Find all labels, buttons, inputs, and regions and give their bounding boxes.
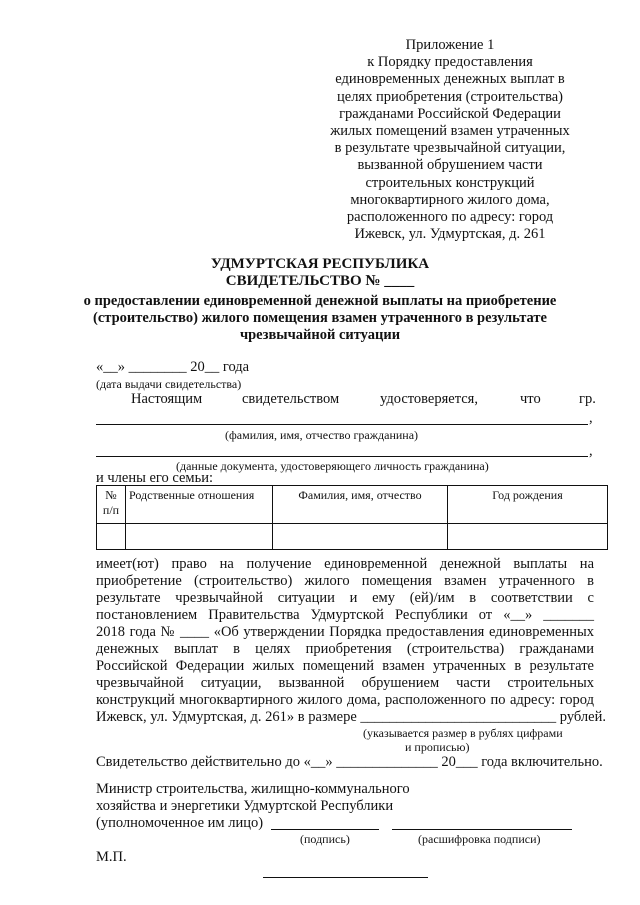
intro-word: свидетельством	[242, 391, 340, 407]
appendix-line: в результате чрезвычайной ситуации,	[334, 140, 566, 157]
signature-note: (подпись)	[300, 832, 350, 846]
intro-word: удостоверяется,	[380, 391, 478, 407]
appendix-line: Приложение 1	[405, 37, 495, 53]
family-label: и члены его семьи:	[96, 470, 213, 486]
footer-line	[263, 877, 428, 878]
table-row	[97, 524, 608, 550]
certificate-subject: о предоставлении единовременной денежной выплаты на приобретение (строительство) жилого помещения взамен утраченного в результате чрезвычайной ситуации	[83, 293, 557, 343]
appendix-block	[330, 37, 570, 243]
body-line: постановлением Правительства Удмуртской Республики от «__» _______	[96, 607, 594, 623]
appendix-line: целях приобретения (строительства)	[337, 88, 563, 105]
amount-note: (указывается размер в рублях цифрами	[363, 726, 563, 740]
amount-note: и прописью)	[405, 740, 470, 754]
appendix-line: к Порядку предоставления	[367, 54, 533, 71]
body-line: результате чрезвычайной ситуации и ему (ей)/им в соответствии с	[96, 590, 594, 606]
appendix-line: жилых помещений взамен утраченных	[330, 123, 570, 140]
table-header-row	[97, 486, 608, 524]
appendix-line: строительных конструкций	[365, 174, 535, 191]
body-last-line: Ижевск, ул. Удмуртская, д. 261» в размере ___________________________ рублей.	[96, 709, 606, 725]
decode-blank-line	[392, 829, 572, 830]
fio-comma: ,	[589, 410, 593, 426]
republic-title: УДМУРТСКАЯ РЕСПУБЛИКА	[210, 256, 430, 272]
appendix-line: Ижевск, ул. Удмуртская, д. 261	[354, 226, 546, 243]
col-birth-year-header: Год рождения	[448, 486, 608, 524]
body-line: конструкций многоквартирного жилого дома, расположенного по адресу: город	[96, 692, 594, 708]
table-cell[interactable]	[97, 524, 126, 550]
table-cell[interactable]	[126, 524, 273, 550]
intro-word: что	[520, 391, 541, 407]
appendix-line: гражданами Российской Федерации	[339, 105, 561, 122]
appendix-line: вызванной обрушением части	[357, 157, 543, 174]
family-table	[96, 485, 608, 550]
fio-blank-line	[96, 424, 588, 425]
appendix-line: единовременных денежных выплат в	[335, 71, 565, 88]
document-blank-line	[96, 456, 588, 457]
table-cell[interactable]	[273, 524, 448, 550]
fio-note: (фамилия, имя, отчество гражданина)	[225, 428, 419, 442]
col-name-header: Фамилия, имя, отчество	[273, 486, 448, 524]
stamp-label: М.П.	[96, 849, 127, 865]
signatory-line: (уполномоченное им лицо)	[96, 815, 264, 831]
document-comma: ,	[589, 443, 593, 459]
body-line: денежных выплат в целях приобретения (строительства) гражданами	[96, 641, 594, 657]
body-line: чрезвычайной ситуации, вызванной обрушением части строительных	[96, 675, 594, 691]
col-relation-header: Родственные отношения	[126, 486, 273, 524]
intro-word: гр.	[579, 391, 596, 407]
issue-date-line: «__» ________ 20__ года	[96, 359, 250, 375]
document-note: (данные документа, удостоверяющего личность гражданина)	[176, 459, 489, 473]
body-line: 2018 года № ____ «Об утверждении Порядка предоставления единовременных	[96, 624, 594, 640]
signatory-line: хозяйства и энергетики Удмуртской Республики	[96, 798, 394, 814]
appendix-line: расположенного по адресу: город	[346, 209, 554, 226]
intro-word: Настоящим	[131, 391, 203, 407]
body-line: имеет(ют) право на получение единовременной денежной выплаты на	[96, 556, 594, 572]
issue-date-note: (дата выдачи свидетельства)	[96, 377, 242, 391]
body-line: Российской Федерации жилых помещений взамен утраченных в результате	[96, 658, 594, 674]
validity-line: Свидетельство действительно до «__» ______________ 20___ года включительно.	[96, 754, 603, 770]
appendix-line: многоквартирного жилого дома,	[350, 191, 550, 208]
col-number-header: № п/п	[97, 486, 126, 524]
decode-note: (расшифровка подписи)	[418, 832, 541, 846]
certificate-title: СВИДЕТЕЛЬСТВО № ____	[225, 273, 415, 289]
signatory-line: Министр строительства, жилищно-коммунального	[96, 781, 410, 797]
table-cell[interactable]	[448, 524, 608, 550]
signature-blank-line	[271, 829, 379, 830]
body-line: приобретение (строительство) жилого помещения взамен утраченного в	[96, 573, 594, 589]
